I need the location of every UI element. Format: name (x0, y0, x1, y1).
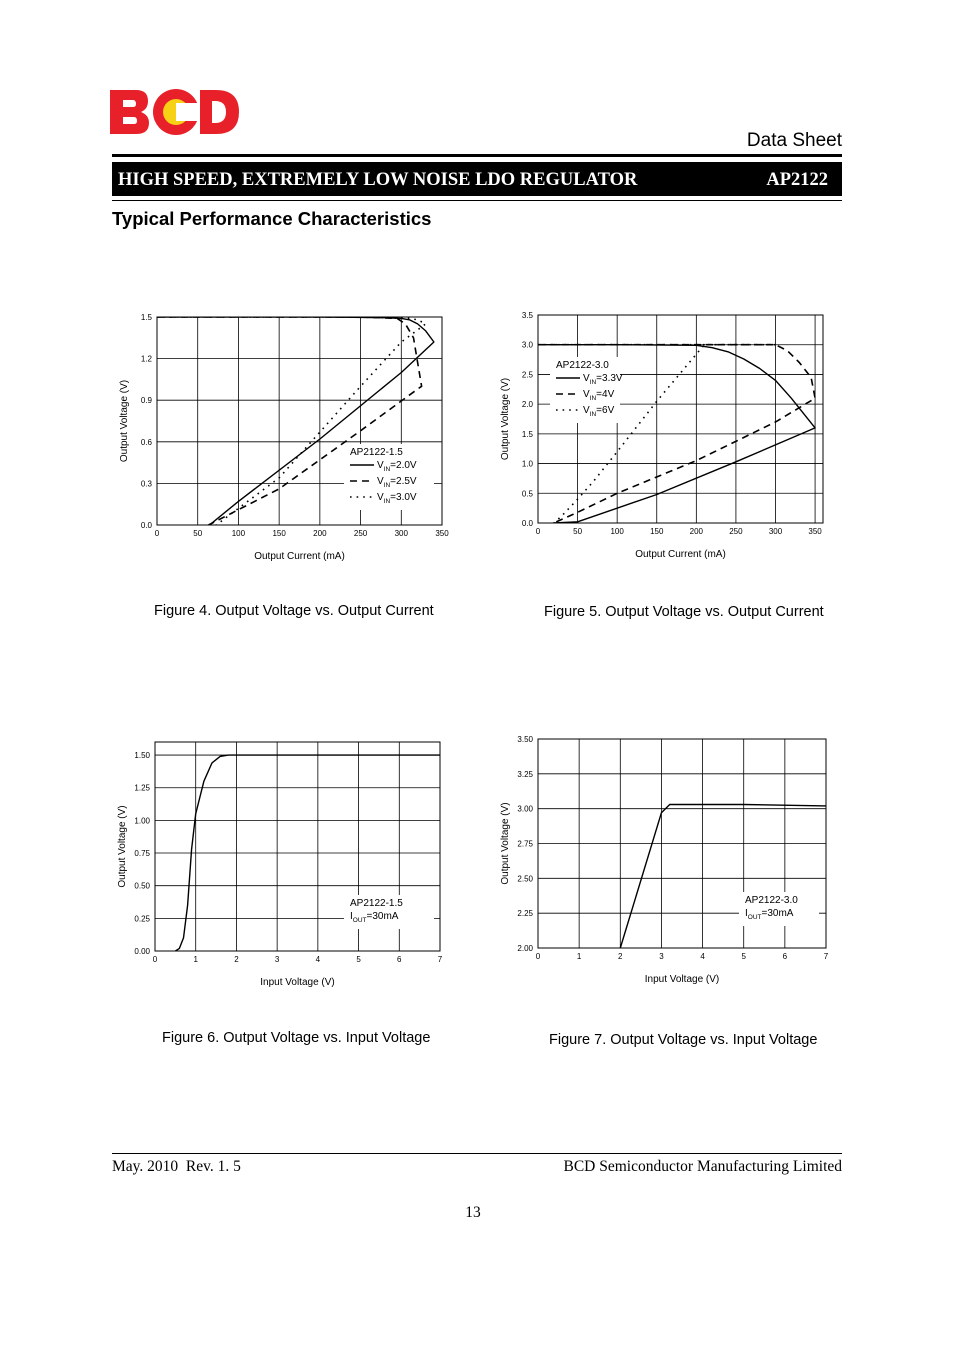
legend-entry-value: =2.5V (390, 476, 417, 487)
x-tick-label: 7 (437, 955, 443, 964)
legend-entry-subscript: OUT (352, 917, 367, 924)
legend-entry-symbol: V (583, 373, 590, 384)
title-rule (112, 200, 842, 201)
legend-entry-subscript: IN (589, 379, 597, 386)
x-axis-label: Output Current (mA) (254, 551, 345, 562)
x-axis-label: Output Current (mA) (635, 549, 726, 560)
x-tick-label: 1 (576, 952, 582, 961)
legend-entry-subscript: OUT (747, 914, 762, 921)
legend-entry-subscript: IN (383, 498, 391, 505)
x-tick-label: 50 (193, 529, 203, 538)
y-tick-label: 0.25 (134, 914, 150, 924)
x-tick-label: 150 (650, 527, 664, 536)
y-tick-label: 0.5 (521, 489, 533, 499)
footer-rule (112, 1153, 842, 1154)
y-tick-label: 3.0 (521, 340, 533, 350)
y-tick-label: 1.00 (134, 816, 150, 826)
legend-title: AP2122-1.5 (350, 447, 403, 458)
legend-entry-symbol: V (583, 389, 590, 400)
logo-letter-c (153, 89, 200, 135)
legend-entry-subscript: IN (589, 411, 597, 418)
legend-title: AP2122-3.0 (745, 895, 798, 906)
x-tick-label: 250 (729, 527, 743, 536)
y-tick-label: 1.25 (134, 783, 150, 793)
legend-entry-value: =30mA (366, 911, 399, 922)
legend-entry-subscript: IN (383, 482, 391, 489)
y-tick-label: 3.25 (517, 769, 533, 779)
y-tick-label: 0.0 (140, 521, 152, 530)
y-tick-label: 1.2 (140, 354, 152, 364)
y-tick-label: 2.00 (517, 944, 533, 953)
y-tick-label: 3.00 (517, 804, 533, 814)
y-tick-label: 2.5 (521, 370, 533, 380)
chart-fig5 (483, 303, 843, 568)
x-axis-label: Input Voltage (V) (260, 977, 335, 988)
x-tick-label: 4 (315, 955, 321, 964)
y-tick-label: 0.50 (134, 881, 150, 891)
legend-entry-value: =2.0V (390, 460, 417, 471)
figure-7-caption: Figure 7. Output Voltage vs. Input Voltage (549, 1032, 818, 1048)
series-line (620, 805, 826, 949)
y-tick-label: 3.5 (521, 311, 533, 320)
footer-date-revision: May. 2010 Rev. 1. 5 (112, 1158, 241, 1175)
logo-letter-d (200, 90, 239, 134)
legend-entry-value: =3.0V (390, 492, 417, 503)
x-tick-label: 300 (394, 529, 408, 538)
x-tick-label: 5 (741, 952, 746, 961)
x-tick-label: 150 (272, 529, 286, 538)
x-tick-label: 0 (535, 952, 541, 961)
legend-entry-symbol: I (745, 908, 748, 919)
figure-4-caption: Figure 4. Output Voltage vs. Output Current (154, 603, 434, 619)
legend-entry-symbol: V (377, 476, 384, 487)
x-tick-label: 6 (782, 952, 788, 961)
legend-entry-symbol: V (583, 405, 590, 416)
y-tick-label: 0.75 (134, 849, 150, 859)
legend-title: AP2122-1.5 (350, 898, 403, 909)
y-axis-label: Output Voltage (V) (500, 802, 511, 885)
x-tick-label: 3 (659, 952, 664, 961)
x-tick-label: 100 (610, 527, 624, 536)
x-tick-label: 50 (573, 527, 583, 536)
x-tick-label: 0 (535, 527, 541, 536)
part-number: AP2122 (766, 170, 828, 190)
x-tick-label: 2 (618, 952, 623, 961)
x-tick-label: 4 (700, 952, 705, 961)
x-tick-label: 250 (353, 529, 368, 538)
series-line (154, 317, 426, 553)
x-tick-label: 300 (768, 527, 783, 536)
x-tick-label: 350 (808, 527, 822, 536)
y-tick-label: 1.5 (140, 313, 152, 322)
legend-title: AP2122-3.0 (556, 360, 609, 371)
chart-fig7 (483, 727, 843, 992)
section-title: Typical Performance Characteristics (112, 208, 432, 229)
x-tick-label: 2 (234, 955, 239, 964)
y-axis-label: Output Voltage (V) (500, 377, 511, 461)
x-tick-label: 3 (274, 955, 280, 964)
header-rule (112, 154, 842, 157)
y-axis-label: Output Voltage (V) (119, 379, 130, 463)
title-bar (112, 162, 842, 196)
x-tick-label: 200 (689, 527, 704, 536)
legend-entry-value: =4V (596, 389, 615, 400)
y-tick-label: 0.9 (140, 396, 152, 406)
y-tick-label: 1.50 (134, 751, 150, 761)
x-tick-label: 0 (154, 529, 160, 538)
y-tick-label: 0.0 (521, 519, 533, 528)
x-tick-label: 0 (152, 955, 158, 964)
y-axis-label: Output Voltage (V) (117, 805, 128, 888)
logo-letter-b (110, 90, 149, 134)
legend-entry-subscript: IN (383, 466, 391, 473)
legend-entry-value: =3.3V (596, 373, 623, 384)
y-tick-label: 3.50 (517, 735, 533, 744)
y-tick-label: 1.0 (521, 459, 533, 469)
x-tick-label: 6 (397, 955, 402, 964)
y-tick-label: 0.6 (140, 437, 152, 447)
document-title: HIGH SPEED, EXTREMELY LOW NOISE LDO REGULATOR (118, 170, 638, 190)
y-tick-label: 2.25 (517, 909, 533, 919)
chart-fig6 (100, 730, 460, 995)
x-tick-label: 7 (823, 952, 829, 961)
figure-6-caption: Figure 6. Output Voltage vs. Input Voltage (162, 1030, 431, 1046)
legend-entry-symbol: V (377, 492, 384, 503)
x-tick-label: 100 (231, 529, 246, 538)
series-line (154, 317, 434, 553)
y-tick-label: 0.00 (134, 947, 150, 956)
y-tick-label: 1.5 (521, 429, 533, 439)
chart-fig4 (100, 305, 460, 570)
x-tick-label: 1 (193, 955, 198, 964)
doc-type-label: Data Sheet (746, 130, 842, 151)
y-tick-label: 2.75 (517, 839, 533, 849)
legend-entry-subscript: IN (589, 395, 597, 402)
y-tick-label: 2.0 (521, 400, 533, 410)
footer-company: BCD Semiconductor Manufacturing Limited (563, 1158, 842, 1175)
x-tick-label: 5 (356, 955, 361, 964)
y-tick-label: 0.3 (140, 479, 152, 489)
figure-5-caption: Figure 5. Output Voltage vs. Output Current (544, 604, 824, 620)
page-number: 13 (465, 1204, 481, 1221)
x-axis-label: Input Voltage (V) (644, 974, 720, 985)
legend-entry-symbol: V (377, 460, 384, 471)
legend-entry-symbol: I (350, 911, 353, 922)
legend-entry-value: =6V (596, 405, 615, 416)
y-tick-label: 2.50 (517, 874, 533, 884)
x-tick-label: 200 (313, 529, 327, 538)
bcd-logo (110, 88, 240, 136)
legend-entry-value: =30mA (761, 908, 794, 919)
x-tick-label: 350 (435, 529, 449, 538)
series-line (154, 317, 422, 544)
